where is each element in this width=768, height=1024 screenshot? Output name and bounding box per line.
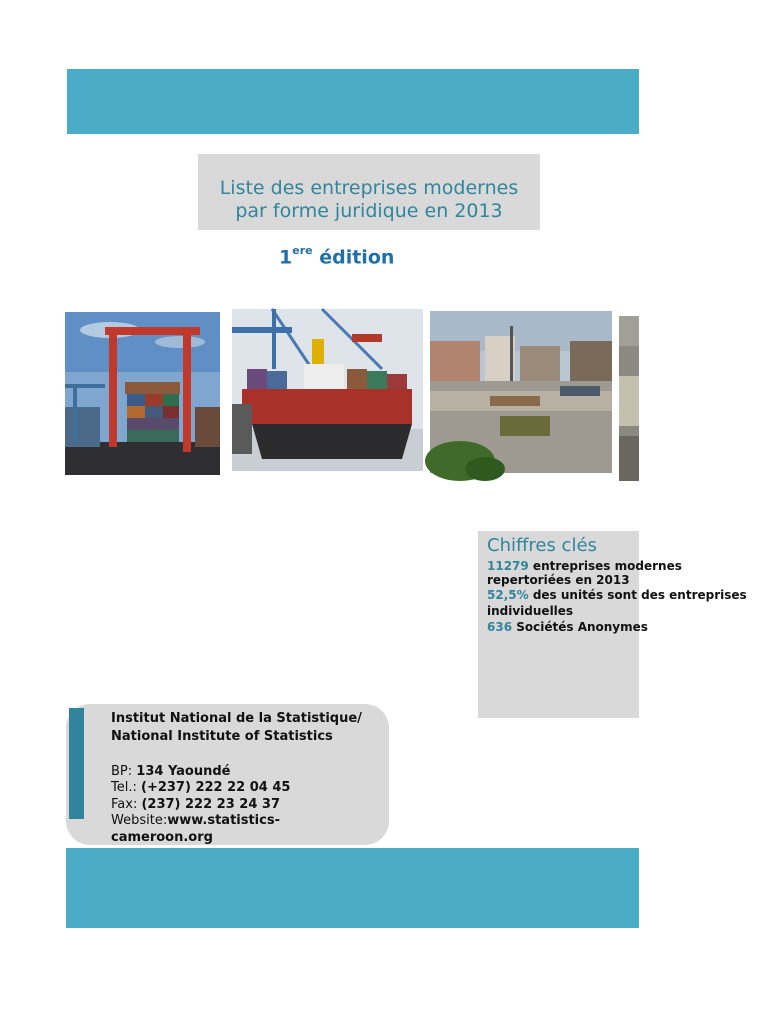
top-banner xyxy=(67,69,639,134)
key-figure-line-5: 636 Sociétés Anonymes xyxy=(487,620,648,634)
key-figures-panel xyxy=(478,531,747,718)
photo-cargo-ship xyxy=(232,309,423,471)
edition-label xyxy=(279,246,394,268)
photo-partial-edge xyxy=(619,316,639,481)
website: Website:www.statistics- xyxy=(111,813,280,828)
edition-superscript: ere xyxy=(292,244,313,257)
key-figure-line-1: 11279 entreprises modernes xyxy=(487,559,682,573)
contact-accent-bar xyxy=(69,708,84,819)
key-figures-heading: Chiffres clés xyxy=(487,535,597,556)
key-figure-line-4: individuelles xyxy=(487,604,574,618)
title-line-2: par forme juridique en 2013 xyxy=(235,200,503,222)
org-name-fr: Institut National de la Statistique/ xyxy=(111,711,362,726)
org-name-en: National Institute of Statistics xyxy=(111,729,333,744)
postal-box: BP: 134 Yaoundé xyxy=(111,764,231,779)
bottom-banner xyxy=(66,848,639,928)
title-line-1: Liste des entreprises modernes xyxy=(219,177,519,199)
website-continued[interactable]: cameroon.org xyxy=(111,830,213,845)
key-value-sa: 636 xyxy=(487,620,513,634)
photo-industrial-yard xyxy=(430,311,612,473)
key-value-percent: 52,5% xyxy=(487,588,529,602)
key-value-enterprises: 11279 xyxy=(487,559,529,573)
document-title-box xyxy=(198,154,540,230)
key-figure-line-2: repertoriées en 2013 xyxy=(487,573,630,587)
photo-container-crane xyxy=(65,312,220,475)
edition-number: 1 xyxy=(279,246,293,269)
edition-word: édition xyxy=(319,246,395,269)
website-link[interactable]: www.statistics- xyxy=(167,813,280,828)
fax: Fax: (237) 222 23 24 37 xyxy=(111,797,280,812)
telephone: Tel.: (+237) 222 22 04 45 xyxy=(111,780,291,795)
key-figure-line-3: 52,5% des unités sont des entreprises xyxy=(487,588,747,602)
contact-card xyxy=(66,704,389,845)
